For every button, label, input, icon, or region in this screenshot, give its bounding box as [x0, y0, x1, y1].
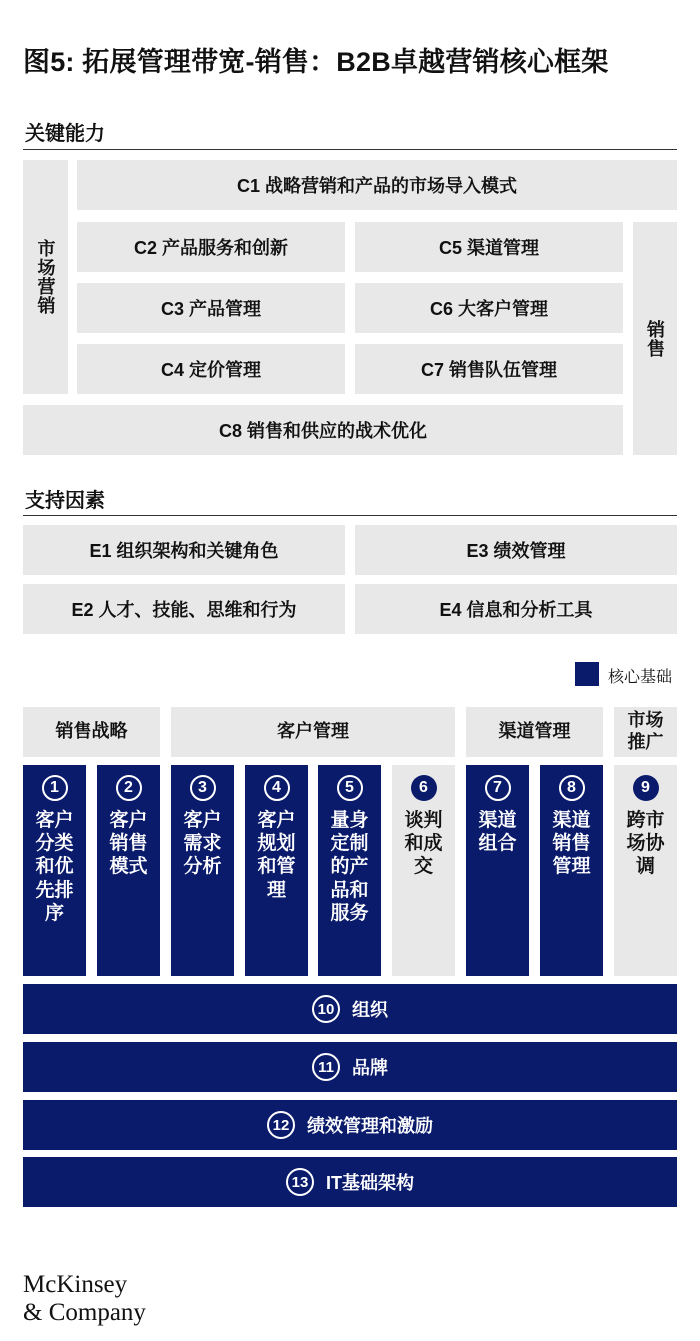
capability-c6: C6 大客户管理	[355, 283, 623, 333]
marketing-side-label: 市场营销	[23, 160, 68, 394]
element-number-badge: 3	[190, 775, 216, 801]
foundation-bar-11	[23, 1042, 677, 1092]
element-column-1	[23, 765, 86, 976]
capabilities-divider	[23, 149, 677, 150]
element-number-badge: 7	[485, 775, 511, 801]
capability-c5: C5 渠道管理	[355, 222, 623, 272]
capability-c1: C1 战略营销和产品的市场导入模式	[77, 160, 677, 210]
capability-c7: C7 销售队伍管理	[355, 344, 623, 394]
element-label: 谈判和成交	[404, 810, 443, 878]
element-label: 量身定制的产品和服务	[330, 810, 369, 924]
foundation-number-badge: 12	[267, 1111, 295, 1139]
element-column-6	[392, 765, 455, 976]
element-column-9	[614, 765, 677, 976]
enablers-divider	[23, 515, 677, 516]
enablers-heading: 支持因素	[25, 490, 105, 512]
element-number-badge: 2	[116, 775, 142, 801]
element-column-5	[318, 765, 381, 976]
element-column-4	[245, 765, 308, 976]
foundation-number-badge: 10	[312, 995, 340, 1023]
capability-c4: C4 定价管理	[77, 344, 345, 394]
element-number-badge: 8	[559, 775, 585, 801]
element-label: 渠道组合	[478, 810, 517, 855]
element-column-8	[540, 765, 603, 976]
legend-core-swatch	[575, 662, 599, 686]
foundation-number-badge: 13	[286, 1168, 314, 1196]
logo-line-2: & Company	[23, 1299, 146, 1326]
enabler-e2: E2 人才、技能、思维和行为	[23, 584, 345, 634]
element-label: 渠道销售管理	[552, 810, 591, 878]
capabilities-heading: 关键能力	[25, 123, 105, 145]
page-title: 图5: 拓展管理带宽-销售：B2B卓越营销核心框架	[23, 47, 609, 77]
group-sales-strategy: 销售战略	[23, 707, 160, 757]
foundation-label: IT基础架构	[326, 1173, 414, 1193]
element-number-badge: 1	[42, 775, 68, 801]
foundation-label: 绩效管理和激励	[307, 1116, 433, 1136]
element-label: 客户规划和管理	[257, 810, 296, 901]
capability-c2: C2 产品服务和创新	[77, 222, 345, 272]
enabler-e3: E3 绩效管理	[355, 525, 677, 575]
capability-c3: C3 产品管理	[77, 283, 345, 333]
element-label: 客户分类和优先排序	[35, 810, 74, 924]
foundation-bar-12	[23, 1100, 677, 1150]
element-label: 客户销售模式	[109, 810, 148, 878]
element-column-7	[466, 765, 529, 976]
element-number-badge: 6	[411, 775, 437, 801]
legend-core-label: 核心基础	[608, 669, 673, 686]
group-channel-mgmt: 渠道管理	[466, 707, 603, 757]
element-number-badge: 4	[264, 775, 290, 801]
enabler-e4: E4 信息和分析工具	[355, 584, 677, 634]
foundation-label: 组织	[352, 1000, 388, 1020]
group-market-promo: 市场推广	[614, 707, 677, 757]
foundation-number-badge: 11	[312, 1053, 340, 1081]
capability-c8: C8 销售和供应的战术优化	[23, 405, 623, 455]
foundation-bar-10	[23, 984, 677, 1034]
logo-line-1: McKinsey	[23, 1271, 128, 1298]
element-number-badge: 5	[337, 775, 363, 801]
element-number-badge: 9	[633, 775, 659, 801]
element-label: 客户需求分析	[183, 810, 222, 878]
element-label: 跨市场协调	[626, 810, 665, 878]
foundation-bar-13	[23, 1157, 677, 1207]
foundation-label: 品牌	[352, 1058, 388, 1078]
mckinsey-logo	[23, 1271, 146, 1327]
sales-side-label: 销售	[633, 222, 677, 455]
group-customer-mgmt: 客户管理	[171, 707, 455, 757]
enabler-e1: E1 组织架构和关键角色	[23, 525, 345, 575]
element-column-3	[171, 765, 234, 976]
element-column-2	[97, 765, 160, 976]
